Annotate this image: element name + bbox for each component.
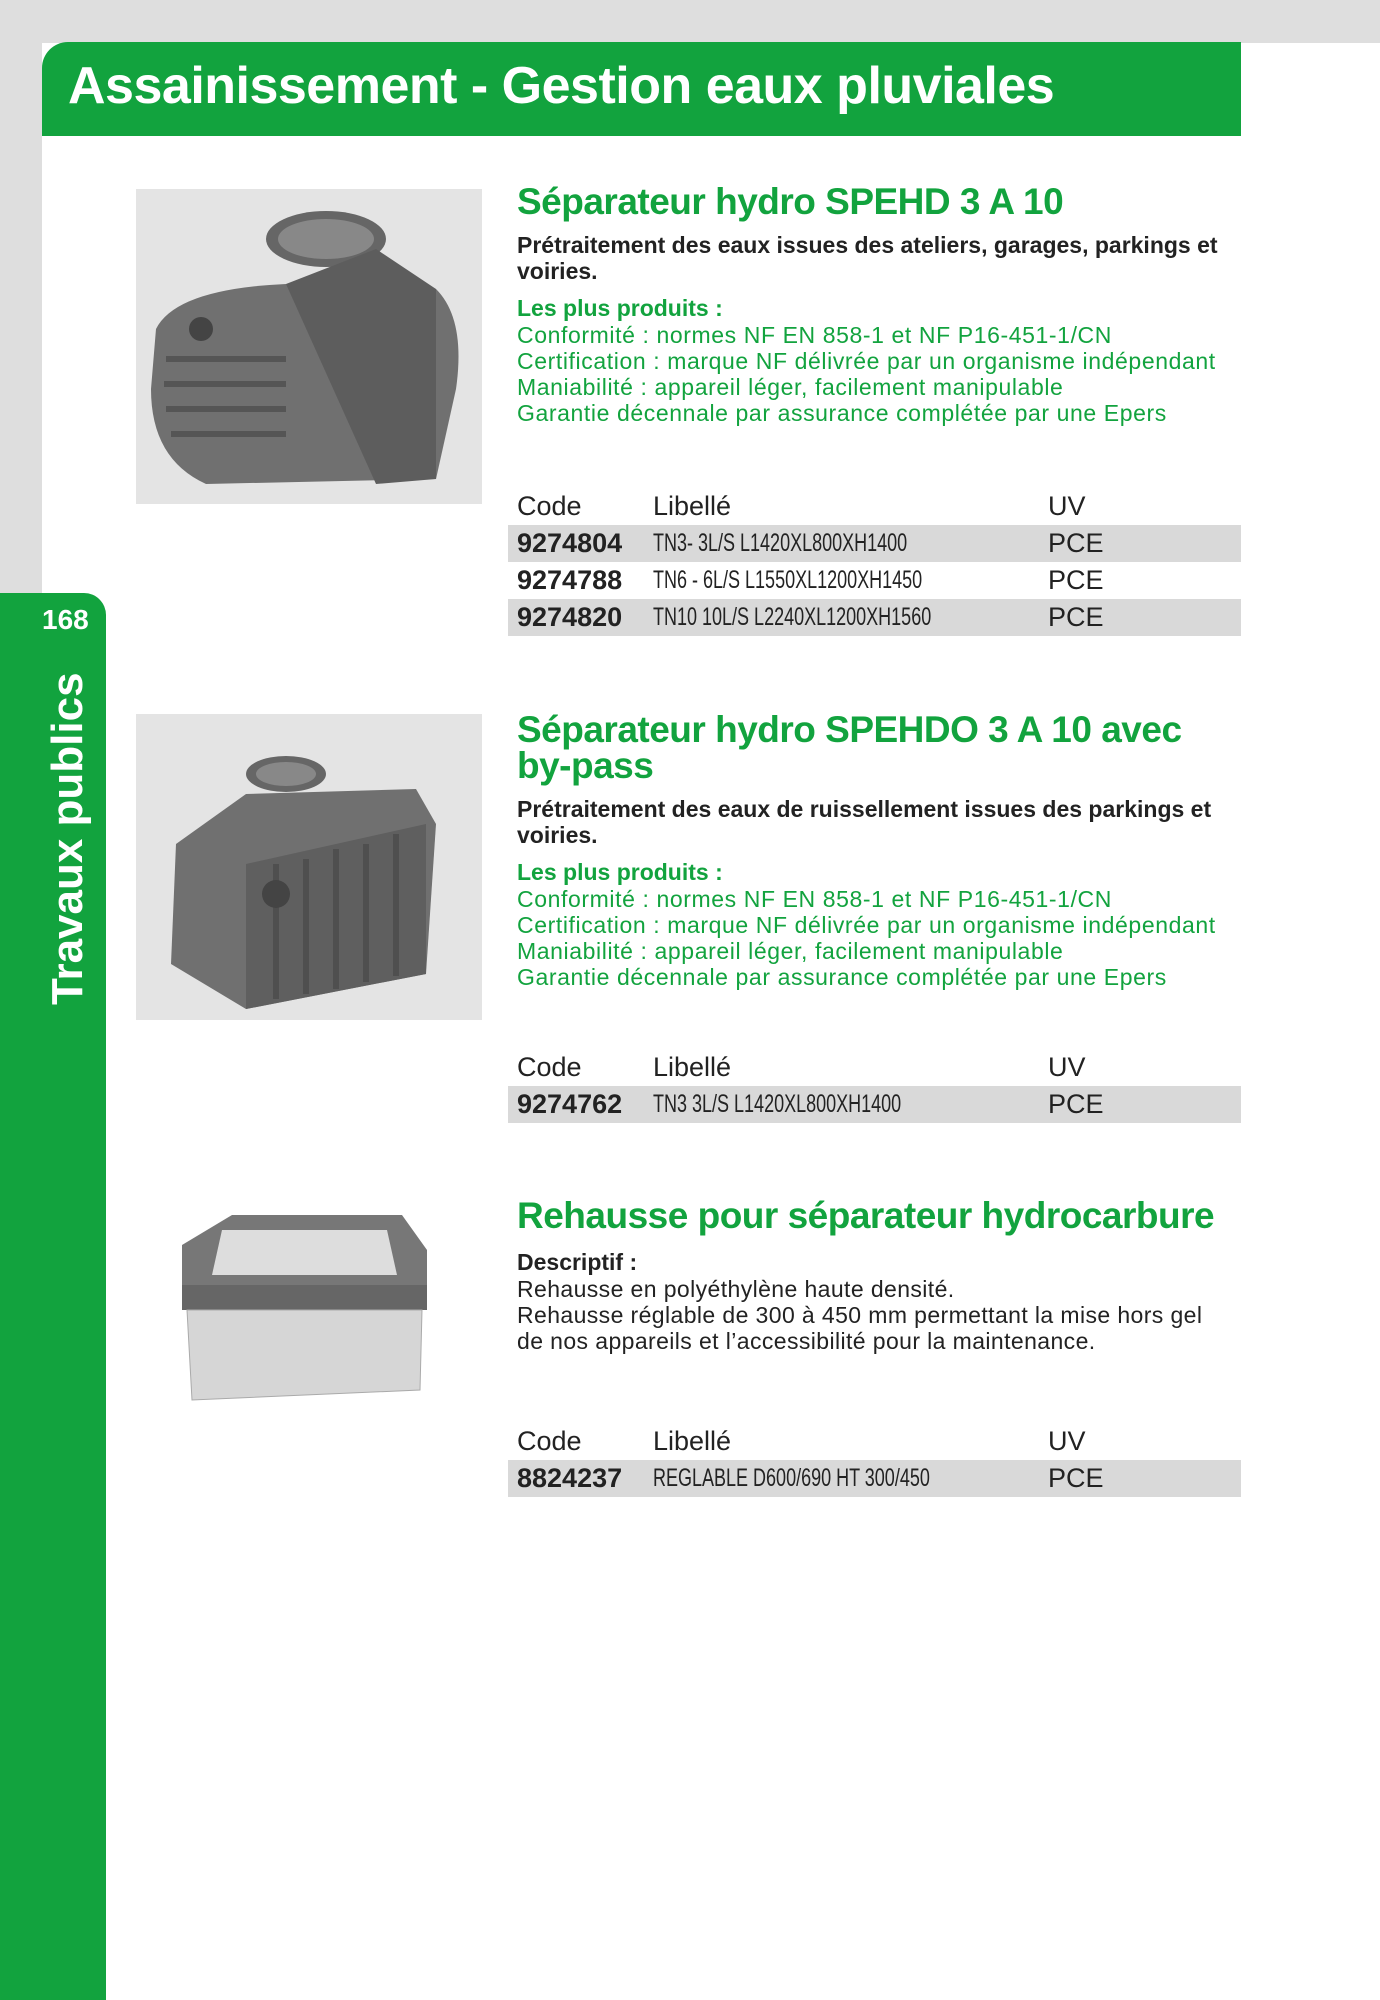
- code: 9274788: [517, 565, 623, 595]
- product-title: Séparateur hydro SPEHDO 3 A 10 avec by-pass: [517, 709, 1182, 786]
- plus-item: Conformité : normes NF EN 858-1 et NF P16-451-1/CN: [517, 886, 1112, 912]
- col-code: Code: [517, 491, 582, 521]
- plus-heading: Les plus produits :: [517, 859, 723, 885]
- code: 8824237: [517, 1463, 623, 1493]
- plus-item: Conformité : normes NF EN 858-1 et NF P16-451-1/CN: [517, 322, 1112, 348]
- table-row: [508, 562, 1241, 599]
- table-row: [508, 1086, 1241, 1123]
- section-label: Travaux publics: [43, 672, 92, 1005]
- page-title: Assainissement - Gestion eaux pluviales: [68, 57, 1055, 115]
- plus-item: Certification : marque NF délivrée par un organisme indépendant: [517, 348, 1216, 374]
- table-header: [508, 1423, 1241, 1460]
- code: 9274804: [517, 528, 623, 558]
- top-band: [0, 0, 1380, 43]
- product-title: Rehausse pour séparateur hydrocarbure: [517, 1195, 1215, 1236]
- product-image-rehausse: [172, 1205, 434, 1403]
- uv: PCE: [1048, 1463, 1104, 1493]
- product-table-spehd: [508, 488, 1241, 636]
- table-header: [508, 488, 1241, 525]
- label: TN3 3L/S L1420XL800XH1400: [653, 1090, 902, 1118]
- plus-item: Maniabilité : appareil léger, facilement manipulable: [517, 938, 1064, 964]
- col-label: Libellé: [653, 491, 732, 521]
- plus-item: Maniabilité : appareil léger, facilement manipulable: [517, 374, 1064, 400]
- left-margin: [0, 0, 42, 600]
- plus-heading: Les plus produits :: [517, 295, 723, 321]
- table-header: [508, 1049, 1241, 1086]
- col-uv: UV: [1048, 1426, 1086, 1456]
- label: TN6 - 6L/S L1550XL1200XH1450: [653, 566, 923, 594]
- product-lead: Prétraitement des eaux de ruissellement issues des parkings et voiries.: [517, 796, 1212, 848]
- product-table-rehausse: [508, 1423, 1241, 1497]
- product-title: Séparateur hydro SPEHD 3 A 10: [517, 181, 1064, 222]
- uv: PCE: [1048, 602, 1104, 632]
- table-row: [508, 1460, 1241, 1497]
- label: TN10 10L/S L2240XL1200XH1560: [653, 603, 932, 631]
- product-spehdo: [517, 709, 1237, 990]
- code: 9274820: [517, 602, 623, 632]
- product-rehausse: [517, 1195, 1237, 1354]
- label: TN3- 3L/S L1420XL800XH1400: [653, 529, 908, 557]
- col-label: Libellé: [653, 1426, 732, 1456]
- desc-heading: Descriptif :: [517, 1249, 638, 1275]
- page-header: [42, 42, 1241, 136]
- col-uv: UV: [1048, 491, 1086, 521]
- product-spehd: [517, 181, 1237, 426]
- uv: PCE: [1048, 528, 1104, 558]
- col-label: Libellé: [653, 1052, 732, 1082]
- product-table-spehdo: [508, 1049, 1241, 1123]
- plus-item: Garantie décennale par assurance complétée par une Epers: [517, 964, 1167, 990]
- plus-item: Garantie décennale par assurance complétée par une Epers: [517, 400, 1167, 426]
- plus-item: Certification : marque NF délivrée par un organisme indépendant: [517, 912, 1216, 938]
- product-image-spehd: [136, 189, 482, 504]
- col-code: Code: [517, 1052, 582, 1082]
- code: 9274762: [517, 1089, 623, 1119]
- table-row: [508, 525, 1241, 562]
- col-code: Code: [517, 1426, 582, 1456]
- label: REGLABLE D600/690 HT 300/450: [653, 1464, 930, 1492]
- product-image-spehdo: [136, 714, 482, 1020]
- table-row: [508, 599, 1241, 636]
- desc-line: Rehausse réglable de 300 à 450 mm permettant la mise hors gel de nos appareils et l’accessibilité pour la maintenance.: [517, 1302, 1203, 1354]
- desc-line: Rehausse en polyéthylène haute densité.: [517, 1276, 955, 1302]
- product-lead: Prétraitement des eaux issues des ateliers, garages, parkings et voiries.: [517, 232, 1218, 284]
- uv: PCE: [1048, 1089, 1104, 1119]
- page-number: 168: [42, 604, 89, 635]
- col-uv: UV: [1048, 1052, 1086, 1082]
- uv: PCE: [1048, 565, 1104, 595]
